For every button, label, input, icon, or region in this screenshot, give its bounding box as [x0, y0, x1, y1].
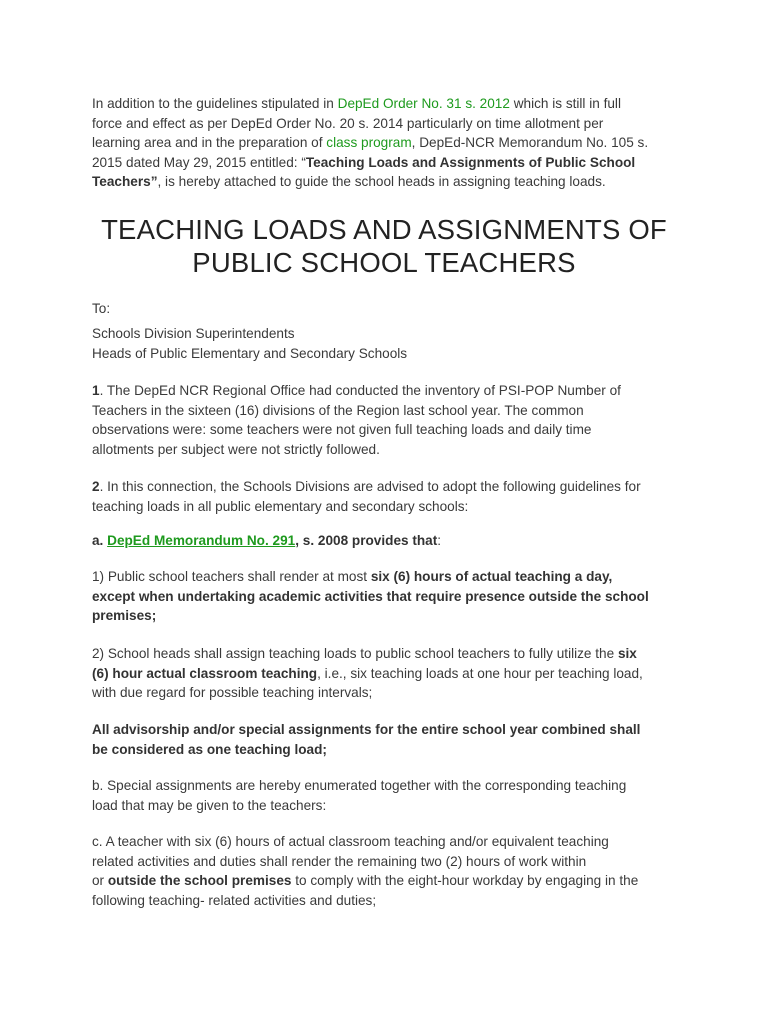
- text: b. Special assignments are hereby enumerated together with the corresponding teaching: [92, 778, 627, 793]
- text-line: [92, 796, 692, 816]
- text-line: [92, 153, 692, 173]
- advisorship-note: [92, 720, 692, 759]
- paragraph-a: [92, 531, 692, 551]
- text: , is hereby attached to guide the school heads in assigning teaching loads.: [157, 174, 606, 190]
- text-line: [92, 720, 692, 740]
- bold-text: be considered as one teaching load;: [92, 741, 327, 757]
- text-line: [92, 776, 692, 796]
- bold-text: outside the school premises: [107, 873, 292, 889]
- title-line-1: TEACHING LOADS AND ASSIGNMENTS OF: [101, 214, 667, 245]
- bold-text: 2: [92, 479, 100, 494]
- bold-text: Teaching Loads and Assignments of Public School: [305, 154, 636, 170]
- text: . The DepEd NCR Regional Office had conducted the inventory of PSI-POP Number of: [99, 383, 621, 398]
- text: , i.e., six teaching loads at one hour per teaching load,: [317, 665, 643, 681]
- text: Schools Division Superintendents: [92, 326, 295, 341]
- text-line: [92, 477, 692, 497]
- text-line: [92, 587, 692, 607]
- paragraph-c: [92, 832, 692, 910]
- link[interactable]: class program: [326, 135, 412, 151]
- text-line: [92, 891, 692, 911]
- text: to comply with the eight-hour workday by engaging in the: [291, 873, 639, 889]
- text: load that may be given to the teachers:: [92, 797, 327, 813]
- bold-text: 1: [92, 383, 100, 398]
- title-line-2: PUBLIC SCHOOL TEACHERS: [192, 247, 576, 278]
- text: :: [437, 533, 442, 548]
- text-line: [92, 740, 692, 760]
- text-line: [92, 683, 692, 703]
- text-line: [92, 299, 692, 319]
- text: Teachers in the sixteen (16) divisions of the Region last school year. The common: [92, 402, 584, 418]
- text-line: [92, 133, 692, 153]
- bold-text: a.: [92, 533, 108, 548]
- text: In addition to the guidelines stipulated in: [92, 96, 338, 111]
- text-line: [92, 606, 692, 626]
- document-title: [0, 213, 768, 279]
- text: allotments per subject were not strictly followed.: [92, 441, 380, 457]
- text: related activities and duties shall render the remaining two (2) hours of work within: [92, 853, 587, 869]
- intro-paragraph: [92, 94, 692, 192]
- bold-text: All advisorship and/or special assignments for the entire school year combined shall: [92, 722, 641, 737]
- text: observations were: some teachers were not given full teaching loads and daily time: [92, 422, 592, 438]
- text-line: [92, 852, 692, 872]
- item-2: [92, 644, 692, 703]
- bold-text: except when undertaking academic activities that require presence outside the school: [92, 588, 649, 604]
- text-line: [92, 381, 692, 401]
- text-line: [92, 114, 692, 134]
- text: To:: [92, 301, 111, 316]
- text-line: [92, 531, 692, 551]
- text: , DepEd-NCR Memorandum No. 105 s.: [411, 135, 649, 151]
- text: 1) Public school teachers shall render at most: [92, 569, 371, 584]
- text-line: [92, 420, 692, 440]
- bold-text: six: [617, 646, 637, 661]
- text: Heads of Public Elementary and Secondary Schools: [92, 345, 408, 361]
- text-line: [92, 94, 692, 114]
- paragraph-b: [92, 776, 692, 815]
- text: following teaching- related activities and duties;: [92, 892, 377, 908]
- text-line: [92, 567, 692, 587]
- text-line: [92, 832, 692, 852]
- bold-text: six (6) hours of actual teaching a day,: [370, 569, 613, 584]
- item-1: [92, 567, 692, 626]
- text: teaching loads in all public elementary and secondary schools:: [92, 498, 469, 514]
- text: or: [92, 873, 108, 889]
- text: with due regard for possible teaching intervals;: [92, 685, 373, 701]
- recipients: [92, 324, 692, 363]
- bold-text: , s. 2008 provides that: [295, 533, 438, 548]
- text-line: [92, 664, 692, 684]
- text: learning area and in the preparation of: [92, 135, 327, 151]
- bold-text: (6) hour actual classroom teaching: [92, 665, 318, 681]
- text-line: [92, 497, 692, 517]
- text-line: [92, 871, 692, 891]
- text: force and effect as per DepEd Order No. 20 s. 2014 particularly on time allotment per: [92, 115, 604, 131]
- text-line: [92, 440, 692, 460]
- bold-text: premises;: [92, 608, 157, 624]
- paragraph-1: [92, 381, 692, 459]
- text: 2) School heads shall assign teaching loads to public school teachers to fully utilize the: [92, 646, 618, 661]
- text-line: [92, 401, 692, 421]
- paragraph-2: [92, 477, 692, 516]
- link[interactable]: DepEd Memorandum No. 291: [107, 533, 296, 548]
- text: . In this connection, the Schools Divisions are advised to adopt the following guidelines for: [99, 479, 641, 494]
- text: c. A teacher with six (6) hours of actual classroom teaching and/or equivalent teaching: [92, 834, 609, 849]
- text-line: [92, 324, 692, 344]
- bold-text: Teachers”: [92, 174, 158, 190]
- text-line: [92, 644, 692, 664]
- link[interactable]: DepEd Order No. 31 s. 2012: [337, 96, 510, 111]
- to-label: [92, 299, 692, 319]
- text: 2015 dated May 29, 2015 entitled: “: [92, 154, 306, 170]
- text-line: [92, 172, 692, 192]
- text: which is still in full: [509, 96, 621, 111]
- text-line: [92, 344, 692, 364]
